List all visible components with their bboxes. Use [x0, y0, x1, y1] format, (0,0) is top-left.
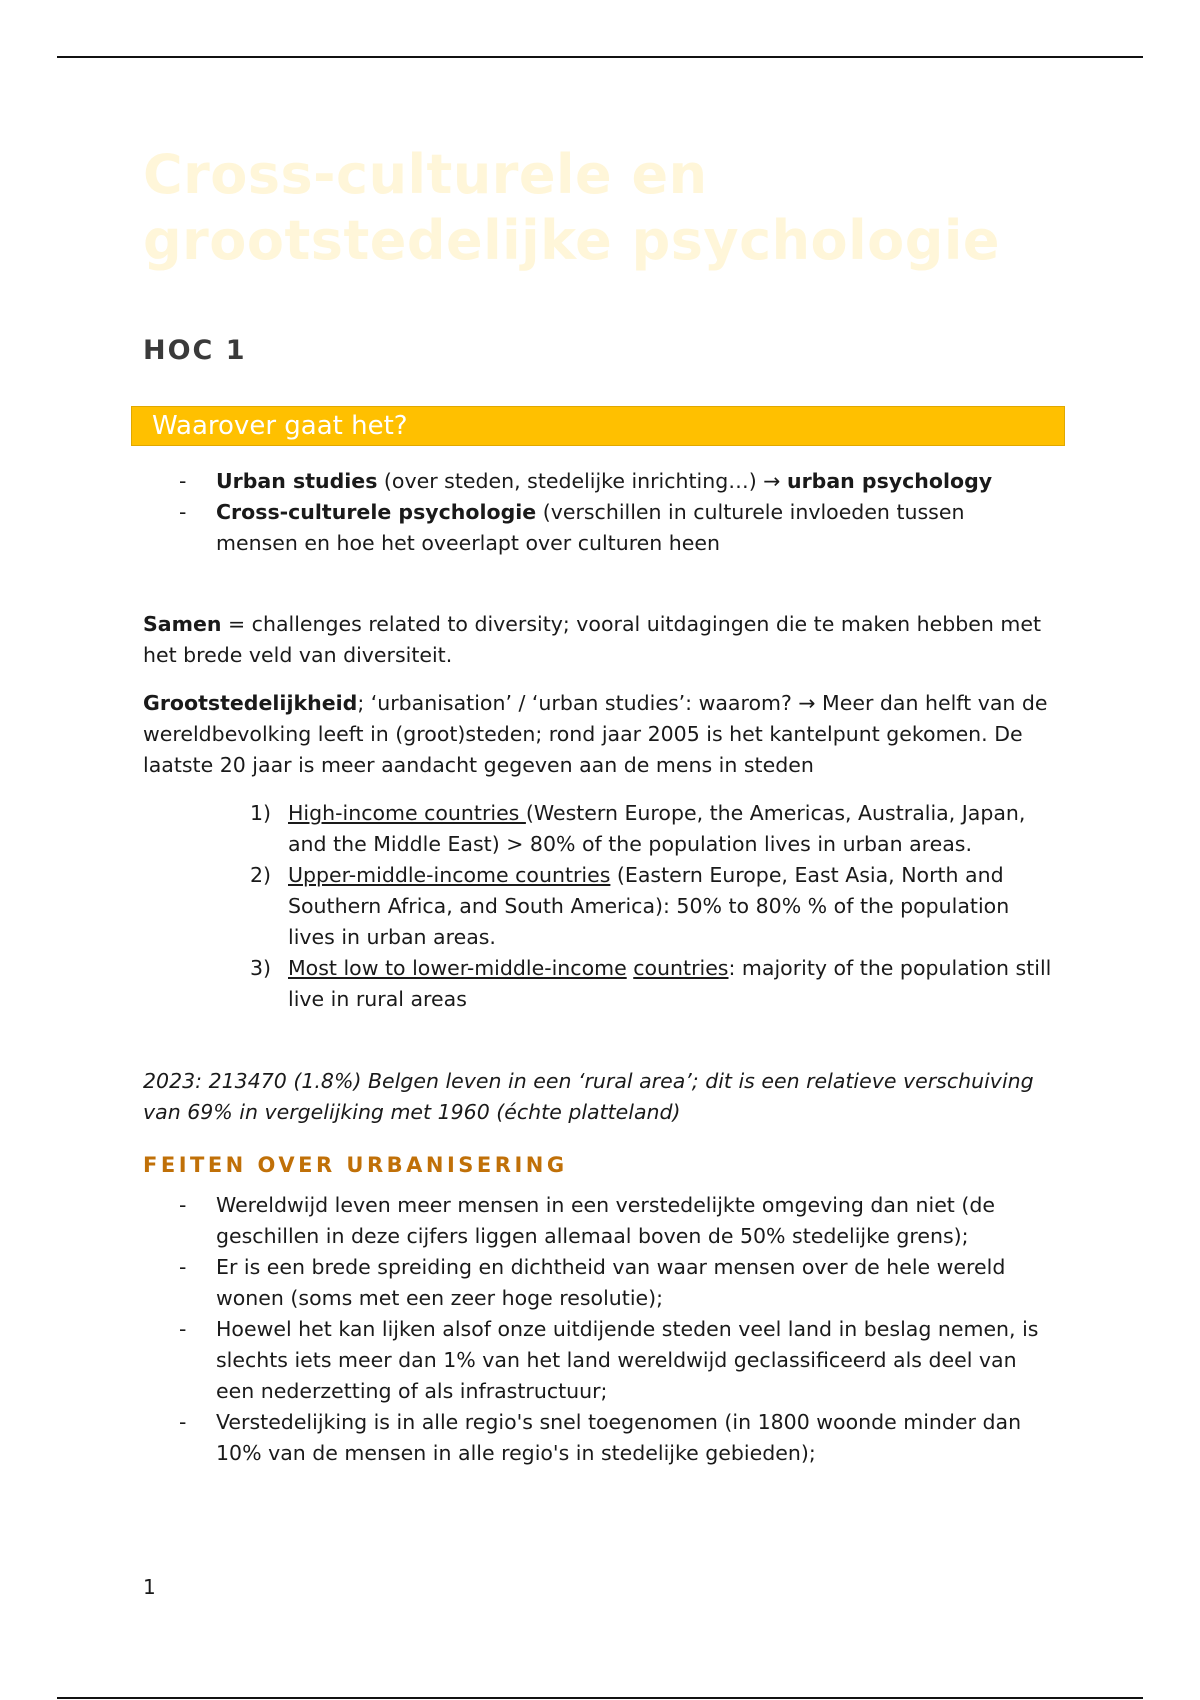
- footer-rule: [57, 1697, 1143, 1699]
- page-number: 1: [143, 1575, 156, 1599]
- samen-paragraph: [143, 609, 1063, 671]
- list-item-text: Er is een brede spreiding en dichtheid van waar mensen over de hele wereld wonen (soms met een zeer hoge resolutie);: [216, 1255, 1006, 1310]
- income-list: [250, 798, 1060, 1015]
- list-item-text: Verstedelijking is in alle regio's snel toegenomen (in 1800 woonde minder dan 10% van de mensen in alle regio's in stedelijke gebieden);: [216, 1410, 1022, 1465]
- description: (Western Europe, the Americas, Australia, Japan, and the Middle East) > 80% of the population lives in urban areas.: [288, 801, 1026, 856]
- description: (verschillen in culturele invloeden tussen mensen en hoe het oveerlapt over culturen heen: [216, 500, 965, 555]
- list-item: [143, 466, 1043, 497]
- document-title: Cross-culturele en grootstedelijke psychologie: [143, 143, 1001, 272]
- statistics-note: 2023: 213470 (1.8%) Belgen leven in een ‘rural area’; dit is een relatieve verschuiving van 69% in vergelijking met 1960 (échte platteland): [143, 1069, 1034, 1124]
- list-item: [143, 1314, 1043, 1407]
- facts-list: [143, 1190, 1043, 1469]
- list-number: 2): [250, 863, 272, 887]
- underlined-term: Upper-middle-income countries: [288, 863, 611, 887]
- list-item: [143, 1407, 1043, 1469]
- list-number: 1): [250, 801, 272, 825]
- term: Samen: [143, 612, 222, 636]
- description: (over steden, stedelijke inrichting…) →: [377, 469, 787, 493]
- bullet-dash: -: [179, 469, 187, 493]
- term: Cross-culturele psychologie: [216, 500, 537, 524]
- bullet-dash: -: [179, 500, 187, 524]
- header-rule: [57, 56, 1143, 58]
- list-number: 3): [250, 956, 272, 980]
- list-item: [143, 497, 1043, 559]
- intro-list: [143, 466, 1043, 559]
- list-item: [250, 798, 1060, 860]
- bullet-dash: -: [179, 1317, 187, 1341]
- term: Urban studies: [216, 469, 378, 493]
- facts-heading: FEITEN OVER URBANISERING: [143, 1153, 568, 1177]
- section-banner: Waarover gaat het?: [131, 406, 1065, 446]
- list-item: [143, 1252, 1043, 1314]
- list-item: [250, 860, 1060, 953]
- grootstedelijkheid-paragraph: [143, 688, 1063, 781]
- bullet-dash: -: [179, 1410, 187, 1434]
- description: (Eastern Europe, East Asia, North and Southern Africa, and South America): 50% to 80% % of the population lives in urban areas.: [288, 863, 1010, 949]
- bullet-dash: -: [179, 1193, 187, 1217]
- list-item: [143, 1190, 1043, 1252]
- section-heading: HOC 1: [143, 335, 247, 366]
- term: urban psychology: [786, 469, 993, 493]
- description: : majority of the population still live in rural areas: [288, 956, 1052, 1011]
- list-item-text: Hoewel het kan lijken alsof onze uitdijende steden veel land in beslag nemen, is slechts iets meer dan 1% van het land wereldwijd geclassificeerd als deel van een nederzetting of als infrastructuur;: [216, 1317, 1039, 1403]
- paragraph-text: ; ‘urbanisation’ / ‘urban studies’: waarom? → Meer dan helft van de wereldbevolking leeft in (groot)steden; rond jaar 2005 is het kantelpunt gekomen. De laatste 20 jaar is meer aandacht gegeven aan de mens in steden: [143, 691, 1048, 777]
- underlined-term: Most low to lower-middle-income: [288, 956, 627, 980]
- list-item-text: Wereldwijd leven meer mensen in een verstedelijkte omgeving dan niet (de geschillen in deze cijfers liggen allemaal boven de 50% stedelijke grens);: [216, 1193, 995, 1248]
- term: Grootstedelijkheid: [143, 691, 358, 715]
- underlined-term: High-income countries: [288, 801, 526, 825]
- bullet-dash: -: [179, 1255, 187, 1279]
- underlined-term: countries: [633, 956, 729, 980]
- paragraph-text: = challenges related to diversity; vooral uitdagingen die te maken hebben met het brede veld van diversiteit.: [143, 612, 1042, 667]
- list-item: [250, 953, 1060, 1015]
